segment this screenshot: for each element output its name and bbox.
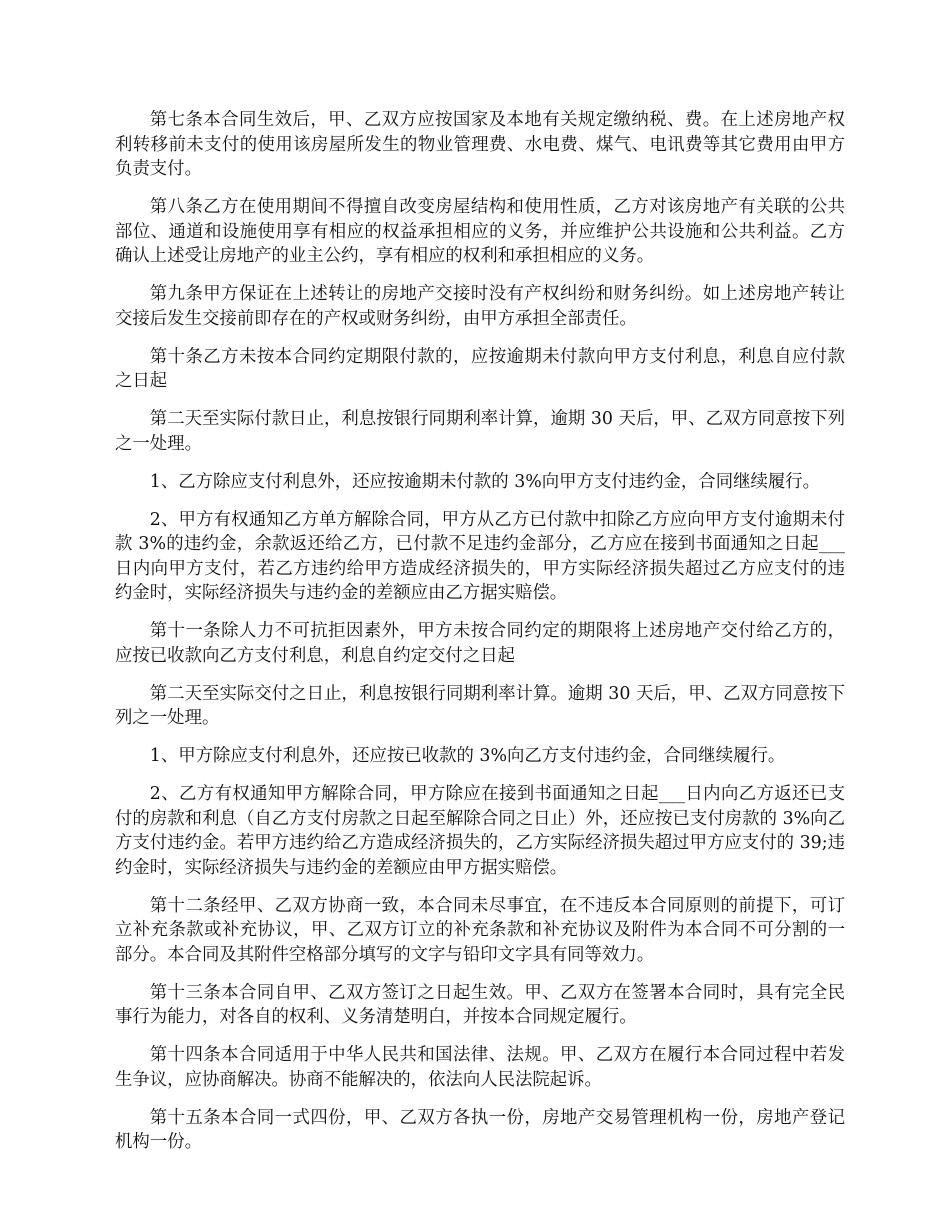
clause-10-continuation: 第二天至实际付款日止，利息按银行同期利率计算，逾期 30 天后，甲、乙双方同意按下列之一处理。 — [115, 409, 845, 454]
clause-10-option-1: 1、乙方除应支付利息外，还应按逾期未付款的 3%向甲方支付违约金，合同继续履行。 — [149, 471, 821, 492]
clause-15-paragraph: 第十五条本合同一式四份，甲、乙双方各执一份，房地产交易管理机构一份，房地产登记机构一份。 — [115, 1107, 845, 1152]
clause-9-paragraph: 第九条甲方保证在上述转让的房地产交接时没有产权纠纷和财务纠纷。如上述房地产转让交接后发生交接前即存在的产权或财务纠纷，由甲方承担全部责任。 — [115, 284, 845, 329]
clause-8-paragraph: 第八条乙方在使用期间不得擅自改变房屋结构和使用性质，乙方对该房地产有关联的公共部位、通道和设施使用享有相应的权益承担相应的义务，并应维护公共设施和公共利益。乙方确认上述受让房地产的业主公约，享有相应的权利和承担相应的义务。 — [115, 197, 845, 266]
clause-7-paragraph: 第七条本合同生效后，甲、乙双方应按国家及本地有关规定缴纳税、费。在上述房地产权利转移前未支付的使用该房屋所发生的物业管理费、水电费、煤气、电讯费等其它费用由甲方负责支付。 — [115, 110, 845, 179]
clause-11-option-2: 2、乙方有权通知甲方解除合同，甲方除应在接到书面通知之日起___日内向乙方返还已支付的房款和利息（自乙方支付房款之日起至解除合同之日止）外，还应按已支付房款的 3%向乙方支付违约金。若甲方违约给乙方造成经济损失的，乙方实际经济损失超过甲方应支付的 39;违约金时，实际经济损失与违约金的差额应由甲方据实赔偿。 — [115, 784, 845, 878]
document-page — [115, 108, 845, 1168]
clause-10-paragraph: 第十条乙方未按本合同约定期限付款的，应按逾期未付款向甲方支付利息，利息自应付款之日起 — [115, 346, 845, 391]
clause-11-paragraph: 第十一条除人力不可抗拒因素外，甲方未按合同约定的期限将上述房地产交付给乙方的，应按已收款向乙方支付利息，利息自约定交付之日起 — [115, 621, 845, 666]
clause-10-option-2: 2、甲方有权通知乙方单方解除合同，甲方从乙方已付款中扣除乙方应向甲方支付逾期未付款 3%的违约金，余款返还给乙方，已付款不足违约金部分，乙方应在接到书面通知之日起___日内向甲方支付，若乙方违约给甲方造成经济损失的，甲方实际经济损失超过乙方应支付的违约金时，实际经济损失与违约金的差额应由乙方据实赔偿。 — [115, 509, 845, 603]
clause-14-paragraph: 第十四条本合同适用于中华人民共和国法律、法规。甲、乙双方在履行本合同过程中若发生争议，应协商解决。协商不能解决的，依法向人民法院起诉。 — [115, 1045, 845, 1090]
clause-11-continuation: 第二天至实际交付之日止，利息按银行同期利率计算。逾期 30 天后，甲、乙双方同意按下列之一处理。 — [115, 683, 845, 728]
clause-13-paragraph: 第十三条本合同自甲、乙双方签订之日起生效。甲、乙双方在签署本合同时，具有完全民事行为能力，对各自的权利、义务清楚明白，并按本合同规定履行。 — [115, 982, 845, 1027]
clause-12-paragraph: 第十二条经甲、乙双方协商一致，本合同未尽事宜，在不违反本合同原则的前提下，可订立补充条款或补充协议，甲、乙双方订立的补充条款和补充协议及附件为本合同不可分割的一部分。本合同及其附件空格部分填写的文字与铅印文字具有同等效力。 — [115, 895, 845, 965]
clause-11-option-1: 1、甲方除应支付利息外，还应按已收款的 3%向乙方支付违约金，合同继续履行。 — [149, 746, 786, 766]
